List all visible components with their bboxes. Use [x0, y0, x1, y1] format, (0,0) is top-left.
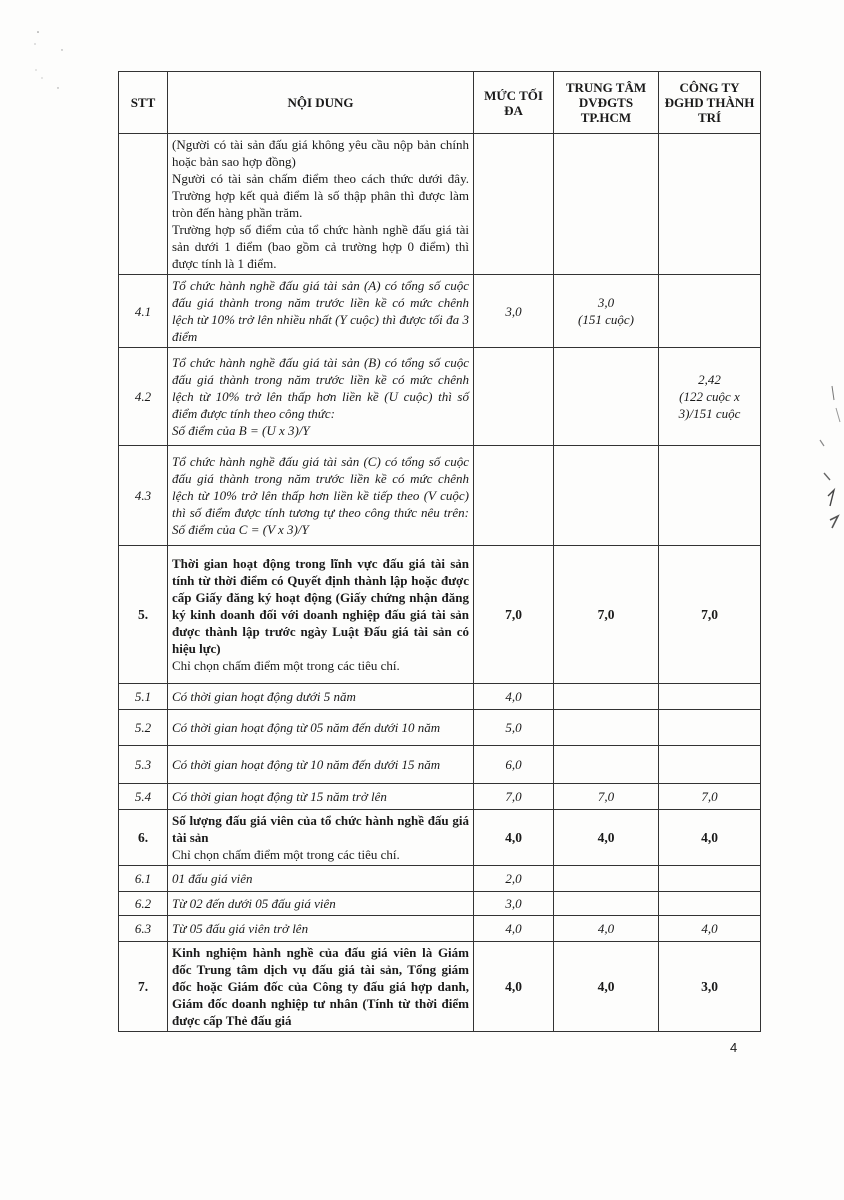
score-line: (122 cuộc x	[679, 389, 740, 404]
table-row	[119, 684, 761, 710]
row-trung-tam-score	[554, 134, 659, 275]
row-stt: 5.3	[119, 746, 168, 784]
scan-edge-marks	[810, 378, 844, 538]
header-cong-ty-line: CÔNG TY	[679, 80, 740, 95]
header-cong-ty	[659, 72, 761, 134]
row-cong-ty-score	[659, 784, 761, 810]
row-content	[168, 810, 474, 866]
row-max-score: 4,0	[474, 942, 554, 1032]
score-line: (151 cuộc)	[578, 312, 634, 327]
row-trung-tam-score	[554, 348, 659, 446]
table-header-row	[119, 72, 761, 134]
header-trung-tam-line: TRUNG TÂM	[565, 80, 647, 95]
row-cong-ty-score	[659, 916, 761, 942]
row-cong-ty-score	[659, 746, 761, 784]
score-line: 4,0	[597, 921, 615, 936]
row-cong-ty-score	[659, 710, 761, 746]
row-content-line: Tổ chức hành nghề đấu giá tài sản (C) có tổng số cuộc đấu giá thành trong năm trước liền kề có mức chênh lệch từ 10% trở lên thấp hơn liền kề tiếp theo (V cuộc) thì số điểm được tính tương tự theo công thức nêu trên: Số điểm của C = (V x 3)/Y	[172, 454, 469, 537]
row-cong-ty-score	[659, 892, 761, 916]
row-max-score: 4,0	[474, 916, 554, 942]
row-content-line: Tổ chức hành nghề đấu giá tài sản (A) có tổng số cuộc đấu giá thành trong năm trước liền kề có mức chênh lệch từ 10% trở lên nhiều nhất (Y cuộc) thì được tối đa 3 điểm	[172, 278, 469, 344]
header-muc-toi-da	[474, 72, 554, 134]
row-content	[168, 684, 474, 710]
row-max-score: 4,0	[474, 810, 554, 866]
row-content	[168, 134, 474, 275]
row-stt	[119, 134, 168, 275]
row-content-heading: Kinh nghiệm hành nghề của đấu giá viên là Giám đốc Trung tâm dịch vụ đấu giá tài sản, Tổng giám đốc hoặc Giám đốc của Công ty đấu giá hợp danh, Giám đốc doanh nghiệp tư nhân (Tính từ thời điểm được cấp Thẻ đấu giá	[172, 945, 469, 1028]
row-trung-tam-score	[554, 710, 659, 746]
row-stt: 6.	[119, 810, 168, 866]
scoring-table	[118, 71, 761, 1032]
table-row	[119, 348, 761, 446]
row-trung-tam-score	[554, 684, 659, 710]
row-content-line: Có thời gian hoạt động dưới 5 năm	[172, 689, 356, 704]
row-cong-ty-score	[659, 348, 761, 446]
table-row	[119, 784, 761, 810]
row-content	[168, 546, 474, 684]
row-content	[168, 710, 474, 746]
table-row	[119, 746, 761, 784]
row-stt: 5.4	[119, 784, 168, 810]
row-content-line: Từ 02 đến dưới 05 đấu giá viên	[172, 896, 336, 911]
row-trung-tam-score	[554, 892, 659, 916]
row-content-line: Người có tài sản chấm điểm theo cách thức dưới đây. Trường hợp kết quả điểm là số thập phân thì được làm tròn đến hàng phần trăm.	[172, 171, 469, 220]
score-line: 7,0	[597, 789, 615, 804]
row-content-line: Tổ chức hành nghề đấu giá tài sản (B) có tổng số cuộc đấu giá thành trong năm trước liền kề có mức chênh lệch từ 10% trở lên thấp hơn liền kề (U cuộc) thì số điểm được tính theo công thức:	[172, 355, 469, 421]
row-max-score: 6,0	[474, 746, 554, 784]
row-cong-ty-score	[659, 446, 761, 546]
table-row	[119, 446, 761, 546]
table-row	[119, 810, 761, 866]
row-cong-ty-score	[659, 275, 761, 348]
row-content-line: Có thời gian hoạt động từ 05 năm đến dưới 10 năm	[172, 720, 441, 735]
score-line: 7,0	[701, 789, 718, 804]
row-cong-ty-score	[659, 866, 761, 892]
row-content-line: Từ 05 đấu giá viên trở lên	[172, 921, 309, 936]
header-trung-tam-line: DVĐGTS	[578, 95, 634, 110]
table-row	[119, 916, 761, 942]
row-content-line: Có thời gian hoạt động từ 10 năm đến dưới 15 năm	[172, 757, 441, 772]
table-row	[119, 892, 761, 916]
row-stt: 5.1	[119, 684, 168, 710]
row-trung-tam-score	[554, 784, 659, 810]
row-max-score	[474, 446, 554, 546]
row-content-line: (Người có tài sản đấu giá không yêu cầu nộp bản chính hoặc bản sao hợp đồng)	[172, 137, 469, 169]
score-line: 4,0	[597, 979, 615, 994]
score-line: 3,0	[597, 295, 615, 310]
header-noi-dung: NỘI DUNG	[168, 72, 474, 134]
row-cong-ty-score	[659, 810, 761, 866]
score-line: 4,0	[701, 830, 718, 845]
row-content	[168, 942, 474, 1032]
header-muc-toi-da-line: MỨC TỐI	[484, 87, 543, 103]
row-max-score: 2,0	[474, 866, 554, 892]
row-trung-tam-score	[554, 916, 659, 942]
table-row	[119, 942, 761, 1032]
row-content	[168, 892, 474, 916]
header-trung-tam-line: TP.HCM	[580, 110, 632, 125]
row-content-line: Chỉ chọn chấm điểm một trong các tiêu chí.	[172, 847, 400, 862]
row-content-heading: Thời gian hoạt động trong lĩnh vực đấu giá tài sản tính từ thời điểm có Quyết định thành lập hoặc được cấp Giấy đăng ký hoạt động (Giấy chứng nhận đăng ký kinh doanh đối với doanh nghiệp đấu giá tài sản được thành lập trước ngày Luật Đấu giá tài sản có hiệu lực)	[172, 556, 469, 656]
score-line: 7,0	[701, 607, 718, 622]
row-content	[168, 784, 474, 810]
score-line: 7,0	[597, 607, 615, 622]
row-trung-tam-score	[554, 546, 659, 684]
table-row	[119, 710, 761, 746]
row-cong-ty-score	[659, 684, 761, 710]
header-cong-ty-line: TRÍ	[697, 110, 722, 125]
header-stt: STT	[119, 72, 168, 134]
row-stt: 5.	[119, 546, 168, 684]
row-stt: 6.3	[119, 916, 168, 942]
row-cong-ty-score	[659, 134, 761, 275]
row-content-line: 01 đấu giá viên	[172, 871, 253, 886]
row-content	[168, 275, 474, 348]
row-trung-tam-score	[554, 942, 659, 1032]
row-content-line: Có thời gian hoạt động từ 15 năm trở lên	[172, 789, 387, 804]
row-max-score: 3,0	[474, 275, 554, 348]
table-row	[119, 546, 761, 684]
row-trung-tam-score	[554, 275, 659, 348]
row-cong-ty-score	[659, 546, 761, 684]
scan-specks	[32, 30, 72, 110]
row-stt: 4.3	[119, 446, 168, 546]
row-cong-ty-score	[659, 942, 761, 1032]
row-stt: 5.2	[119, 710, 168, 746]
row-content-line: Chỉ chọn chấm điểm một trong các tiêu chí.	[172, 658, 400, 673]
page-number: 4	[730, 1040, 738, 1055]
header-muc-toi-da-line: ĐA	[504, 102, 523, 118]
header-trung-tam	[554, 72, 659, 134]
row-content-line: Trường hợp số điểm của tổ chức hành nghề đấu giá tài sản dưới 1 điểm (bao gồm cả trường hợp 0 điểm) thì được tính là 1 điểm.	[172, 222, 469, 271]
row-max-score: 7,0	[474, 546, 554, 684]
header-cong-ty-line: ĐGHD THÀNH	[664, 95, 755, 110]
table-row	[119, 134, 761, 275]
row-content	[168, 916, 474, 942]
row-max-score: 3,0	[474, 892, 554, 916]
score-line: 4,0	[597, 830, 615, 845]
table-row	[119, 275, 761, 348]
score-line: 3)/151 cuộc	[678, 406, 741, 421]
row-trung-tam-score	[554, 446, 659, 546]
row-content-heading: Số lượng đấu giá viên của tổ chức hành nghề đấu giá tài sản	[172, 813, 469, 845]
row-trung-tam-score	[554, 746, 659, 784]
row-max-score: 7,0	[474, 784, 554, 810]
row-content	[168, 348, 474, 446]
row-stt: 6.1	[119, 866, 168, 892]
row-max-score: 4,0	[474, 684, 554, 710]
row-content	[168, 446, 474, 546]
row-trung-tam-score	[554, 866, 659, 892]
row-stt: 6.2	[119, 892, 168, 916]
row-max-score: 5,0	[474, 710, 554, 746]
row-stt: 4.2	[119, 348, 168, 446]
score-line: 3,0	[701, 979, 718, 994]
row-content	[168, 866, 474, 892]
score-line: 4,0	[701, 921, 718, 936]
row-content	[168, 746, 474, 784]
row-stt: 7.	[119, 942, 168, 1032]
score-line: 2,42	[698, 372, 721, 387]
row-stt: 4.1	[119, 275, 168, 348]
row-max-score	[474, 134, 554, 275]
row-max-score	[474, 348, 554, 446]
table-row	[119, 866, 761, 892]
row-content-line: Số điểm của B = (U x 3)/Y	[172, 423, 310, 438]
row-trung-tam-score	[554, 810, 659, 866]
